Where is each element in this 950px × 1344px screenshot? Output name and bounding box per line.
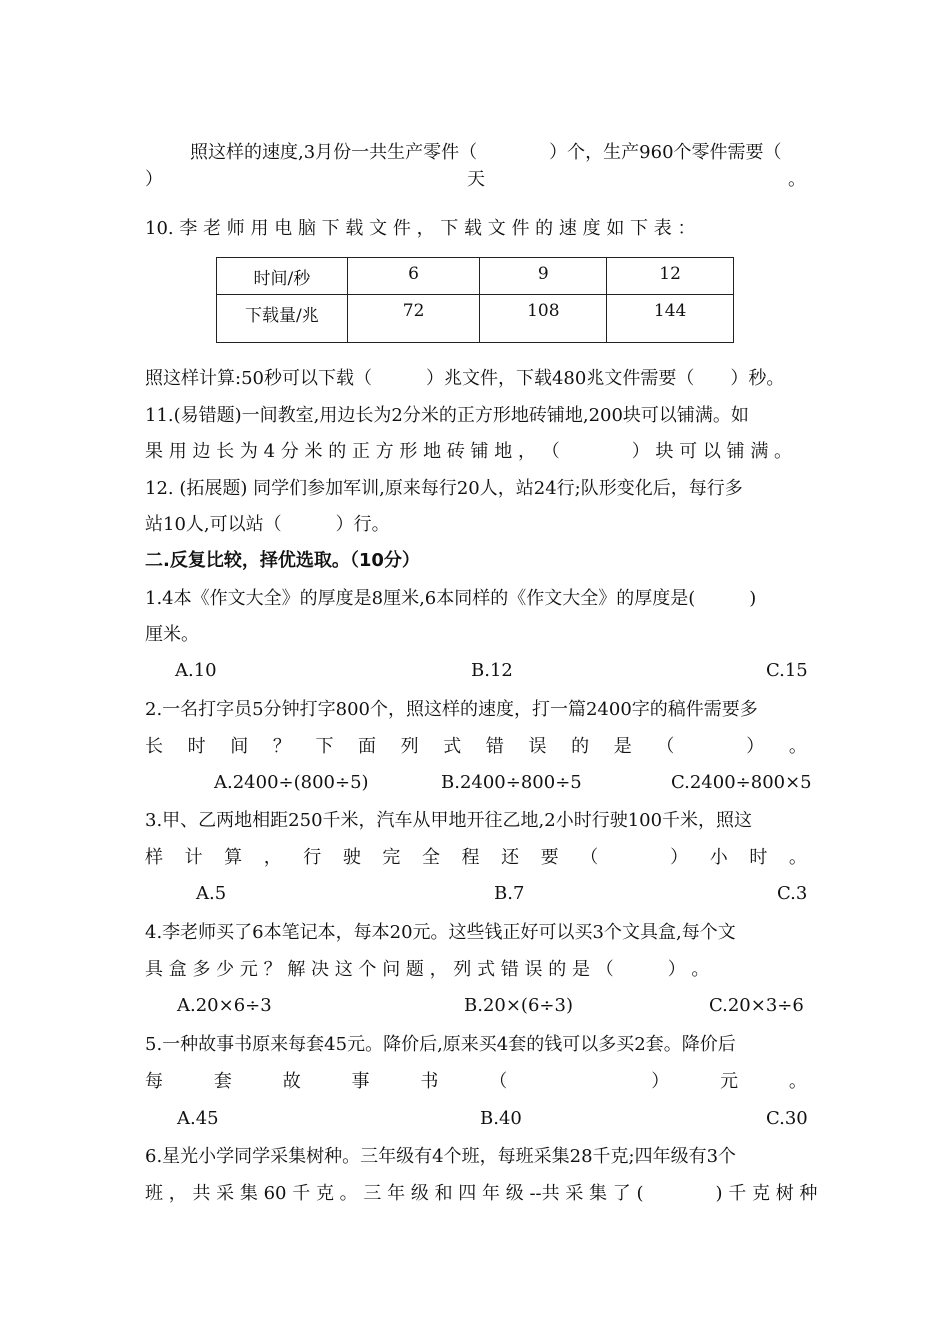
table-cell: 144 (607, 295, 734, 343)
answer-blank[interactable]: （ ） (489, 1071, 670, 1092)
option-b[interactable]: B.7 (494, 883, 525, 904)
mc1-line1: 1.4本《作文大全》的厚度是8厘米,6本同样的《作文大全》的厚度是( ) (145, 588, 757, 609)
mc1-line2: 厘米。 (145, 624, 199, 645)
table-cell: 下载量/兆 (217, 295, 348, 343)
word: 元 (720, 1071, 739, 1092)
q9-line1: 照这样的速度,3月份一共生产零件（ ）个，生产960个零件需要（ (190, 142, 782, 163)
mc3-options (0, 882, 950, 906)
option-a[interactable]: A.2400÷(800÷5) (214, 772, 369, 793)
word: 算 (224, 847, 243, 868)
option-a[interactable]: A.5 (196, 883, 227, 904)
q11-line2: 果 用 边 长 为 4 分 米 的 正 方 形 地 砖 铺 地 ， （ ） 块 可 以 铺 满 。 (145, 441, 793, 462)
table-cell: 9 (480, 258, 607, 295)
mc6-line1: 6.星光小学同学采集树种。三年级有4个班，每班采集28千克;四年级有3个 (145, 1146, 737, 1167)
word: 长 (145, 736, 163, 757)
mc3-line1: 3.甲、乙两地相距250千米，汽车从甲地开往乙地,2小时行驶100千米，照这 (145, 810, 753, 831)
word: 时 (749, 847, 768, 868)
q11-line1: 11.(易错题)一间教室,用边长为2分米的正方形地砖铺地,200块可以铺满。如 (145, 405, 749, 426)
option-a[interactable]: A.20×6÷3 (177, 995, 272, 1016)
mc5-options (0, 1107, 950, 1131)
word: ？ (272, 736, 291, 757)
word: 套 (213, 1071, 232, 1092)
word: 程 (461, 847, 480, 868)
q10-question: 照这样计算:50秒可以下载（ ）兆文件，下载480兆文件需要（ ）秒。 (145, 368, 785, 389)
word: 的 (571, 736, 590, 757)
mc4-options (0, 994, 950, 1018)
table-cell: 72 (347, 295, 480, 343)
mc4-line2: 具 盒 多 少 元 ？ 解 决 这 个 问 题 ， 列 式 错 误 的 是 （ ） 。 (145, 959, 710, 980)
word: 面 (358, 736, 377, 757)
word: 要 (540, 847, 559, 868)
word: 。 (788, 847, 807, 868)
word: 列 (400, 736, 419, 757)
word: 全 (421, 847, 440, 868)
option-c[interactable]: C.2400÷800×5 (671, 772, 812, 793)
word: 计 (184, 847, 203, 868)
word: 小 (709, 847, 728, 868)
answer-blank[interactable]: （ ） (656, 736, 765, 757)
answer-blank[interactable]: （ ） (580, 847, 689, 868)
table-cell: 12 (607, 258, 734, 295)
option-a[interactable]: A.10 (175, 660, 217, 681)
option-c[interactable]: C.30 (766, 1108, 808, 1129)
word: 时 (187, 736, 206, 757)
word: 书 (420, 1071, 439, 1092)
mc2-line1: 2.一名打字员5分钟打字800个，照这样的速度，打一篇2400字的稿件需要多 (145, 699, 758, 720)
option-c[interactable]: C.3 (777, 883, 808, 904)
option-b[interactable]: B.40 (480, 1108, 522, 1129)
word: 完 (382, 847, 401, 868)
option-b[interactable]: B.2400÷800÷5 (441, 772, 582, 793)
word: 行 (303, 847, 322, 868)
word: 。 (788, 736, 807, 757)
mc5-line2 (145, 1070, 807, 1094)
q12-line2: 站10人,可以站（ ）行。 (145, 514, 390, 535)
q10-intro: 10. 李 老 师 用 电 脑 下 载 文 件 ， 下 载 文 件 的 速 度 如 下 表 ： (145, 218, 696, 239)
download-speed-table (216, 257, 734, 343)
word: 错 (485, 736, 504, 757)
q9-close-paren: ） (145, 169, 163, 190)
word: 。 (788, 1071, 807, 1092)
table-row (217, 295, 734, 343)
q9-period: 。 (788, 169, 806, 190)
word: 样 (145, 847, 163, 868)
word: 是 (613, 736, 632, 757)
table-cell: 108 (480, 295, 607, 343)
word: 间 (230, 736, 249, 757)
word: 还 (501, 847, 520, 868)
mc3-line2 (145, 846, 807, 870)
word: 故 (282, 1071, 301, 1092)
q12-line1: 12. (拓展题) 同学们参加军训,原来每行20人，站24行;队形变化后，每行多 (145, 478, 743, 499)
mc2-line2 (145, 735, 807, 759)
mc2-options (0, 771, 950, 795)
table-row (217, 258, 734, 295)
word: 事 (351, 1071, 370, 1092)
mc4-line1: 4.李老师买了6本笔记本，每本20元。这些钱正好可以买3个文具盒,每个文 (145, 922, 736, 943)
section-heading: 二.反复比较，择优选取。（10分） (145, 550, 420, 571)
mc1-options (0, 659, 950, 683)
table-cell: 6 (347, 258, 480, 295)
word: 式 (443, 736, 462, 757)
word: 误 (528, 736, 547, 757)
q9-unit-day: 天 (467, 169, 485, 190)
word: 驶 (342, 847, 361, 868)
option-b[interactable]: B.12 (471, 660, 513, 681)
option-a[interactable]: A.45 (177, 1108, 219, 1129)
option-c[interactable]: C.15 (766, 660, 808, 681)
table-cell: 时间/秒 (217, 258, 348, 295)
mc6-line2: 班 ， 共 采 集 60 千 克 。 三 年 级 和 四 年 级 --共 采 集 了 ( ) 千 克 树 种 (145, 1183, 818, 1204)
mc5-line1: 5.一种故事书原来每套45元。降价后,原来买4套的钱可以多买2套。降价后 (145, 1034, 736, 1055)
option-c[interactable]: C.20×3÷6 (709, 995, 804, 1016)
word: ， (263, 847, 282, 868)
word: 下 (315, 736, 334, 757)
word: 每 (145, 1071, 163, 1092)
option-b[interactable]: B.20×(6÷3) (464, 995, 573, 1016)
